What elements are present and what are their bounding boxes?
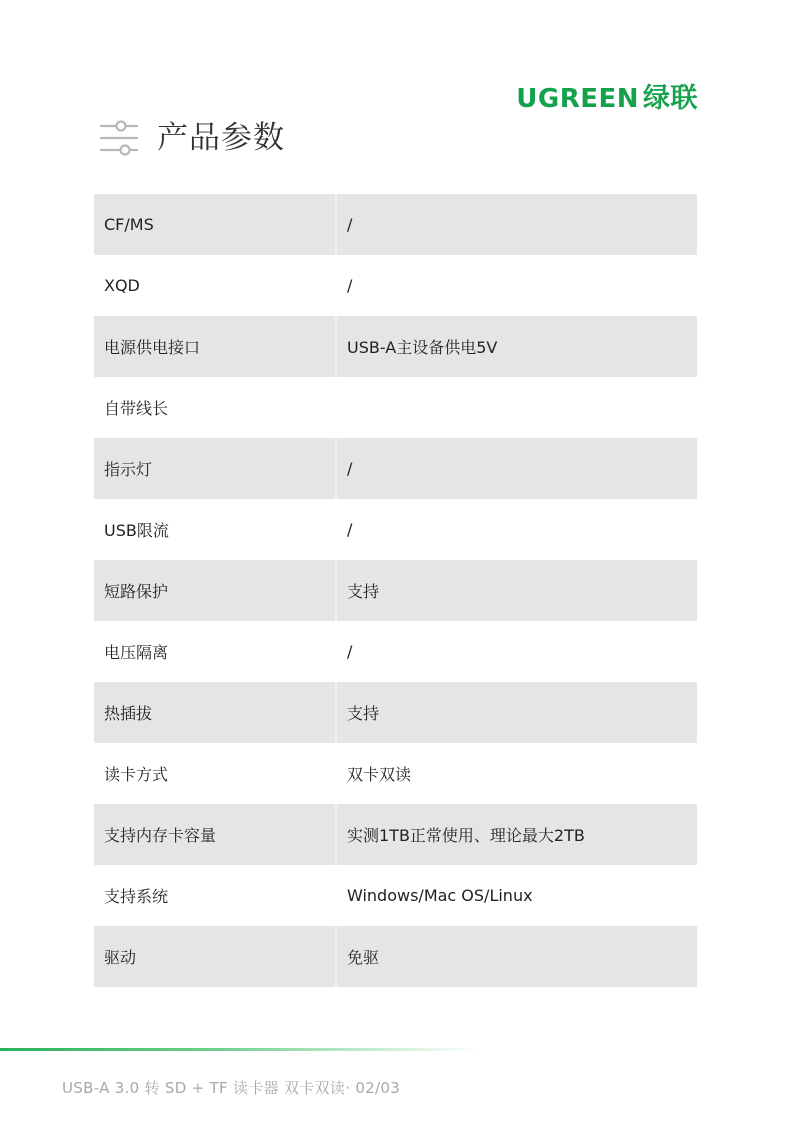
spec-row: [94, 194, 697, 255]
spec-value: 双卡双读: [347, 765, 412, 784]
spec-value: USB-A主设备供电5V: [347, 338, 498, 357]
spec-value: Windows/Mac OS/Linux: [347, 886, 533, 905]
spec-row: [94, 377, 697, 438]
spec-value: /: [347, 459, 353, 478]
spec-key: 指示灯: [104, 460, 153, 479]
spec-value: 免驱: [347, 948, 380, 967]
spec-value: /: [347, 642, 353, 661]
spec-key: 驱动: [104, 948, 137, 967]
sliders-icon: [99, 118, 139, 158]
spec-key: CF/MS: [104, 215, 154, 234]
spec-key: XQD: [104, 276, 140, 295]
spec-key: 电源供电接口: [104, 338, 201, 357]
spec-row: [94, 804, 697, 865]
spec-key: 读卡方式: [104, 765, 169, 784]
spec-key: 短路保护: [104, 582, 169, 601]
spec-value: /: [347, 520, 353, 539]
spec-row: [94, 438, 697, 499]
footer-caption: USB-A 3.0 转 SD + TF 读卡器 双卡双读· 02/03: [62, 1079, 401, 1097]
spec-value: 实测1TB正常使用、理论最大2TB: [347, 826, 585, 845]
spec-value: [337, 377, 697, 438]
footer-divider: [0, 1048, 480, 1051]
spec-row: [94, 499, 697, 560]
spec-row: [94, 743, 697, 804]
spec-row: [94, 865, 697, 926]
spec-value: 支持: [347, 704, 380, 723]
spec-row: [94, 316, 697, 377]
brand-latin: UGREEN: [516, 84, 639, 114]
page-title: 产品参数: [157, 120, 285, 156]
spec-table: [94, 194, 697, 987]
spec-row: [94, 560, 697, 621]
spec-key: USB限流: [104, 521, 169, 540]
brand-logo: [516, 84, 698, 114]
brand-cn: 绿联: [643, 83, 698, 114]
spec-key: 电压隔离: [104, 643, 169, 662]
page-header: [99, 118, 285, 158]
spec-value: 支持: [347, 582, 380, 601]
spec-key: 支持系统: [104, 887, 169, 906]
spec-row: [94, 926, 697, 987]
spec-row: [94, 255, 697, 316]
spec-value: /: [347, 276, 353, 295]
spec-row: [94, 621, 697, 682]
spec-key: 支持内存卡容量: [104, 826, 217, 845]
spec-key: 热插拔: [104, 704, 153, 723]
spec-row: [94, 682, 697, 743]
spec-value: /: [347, 215, 353, 234]
spec-key: 自带线长: [104, 399, 169, 418]
